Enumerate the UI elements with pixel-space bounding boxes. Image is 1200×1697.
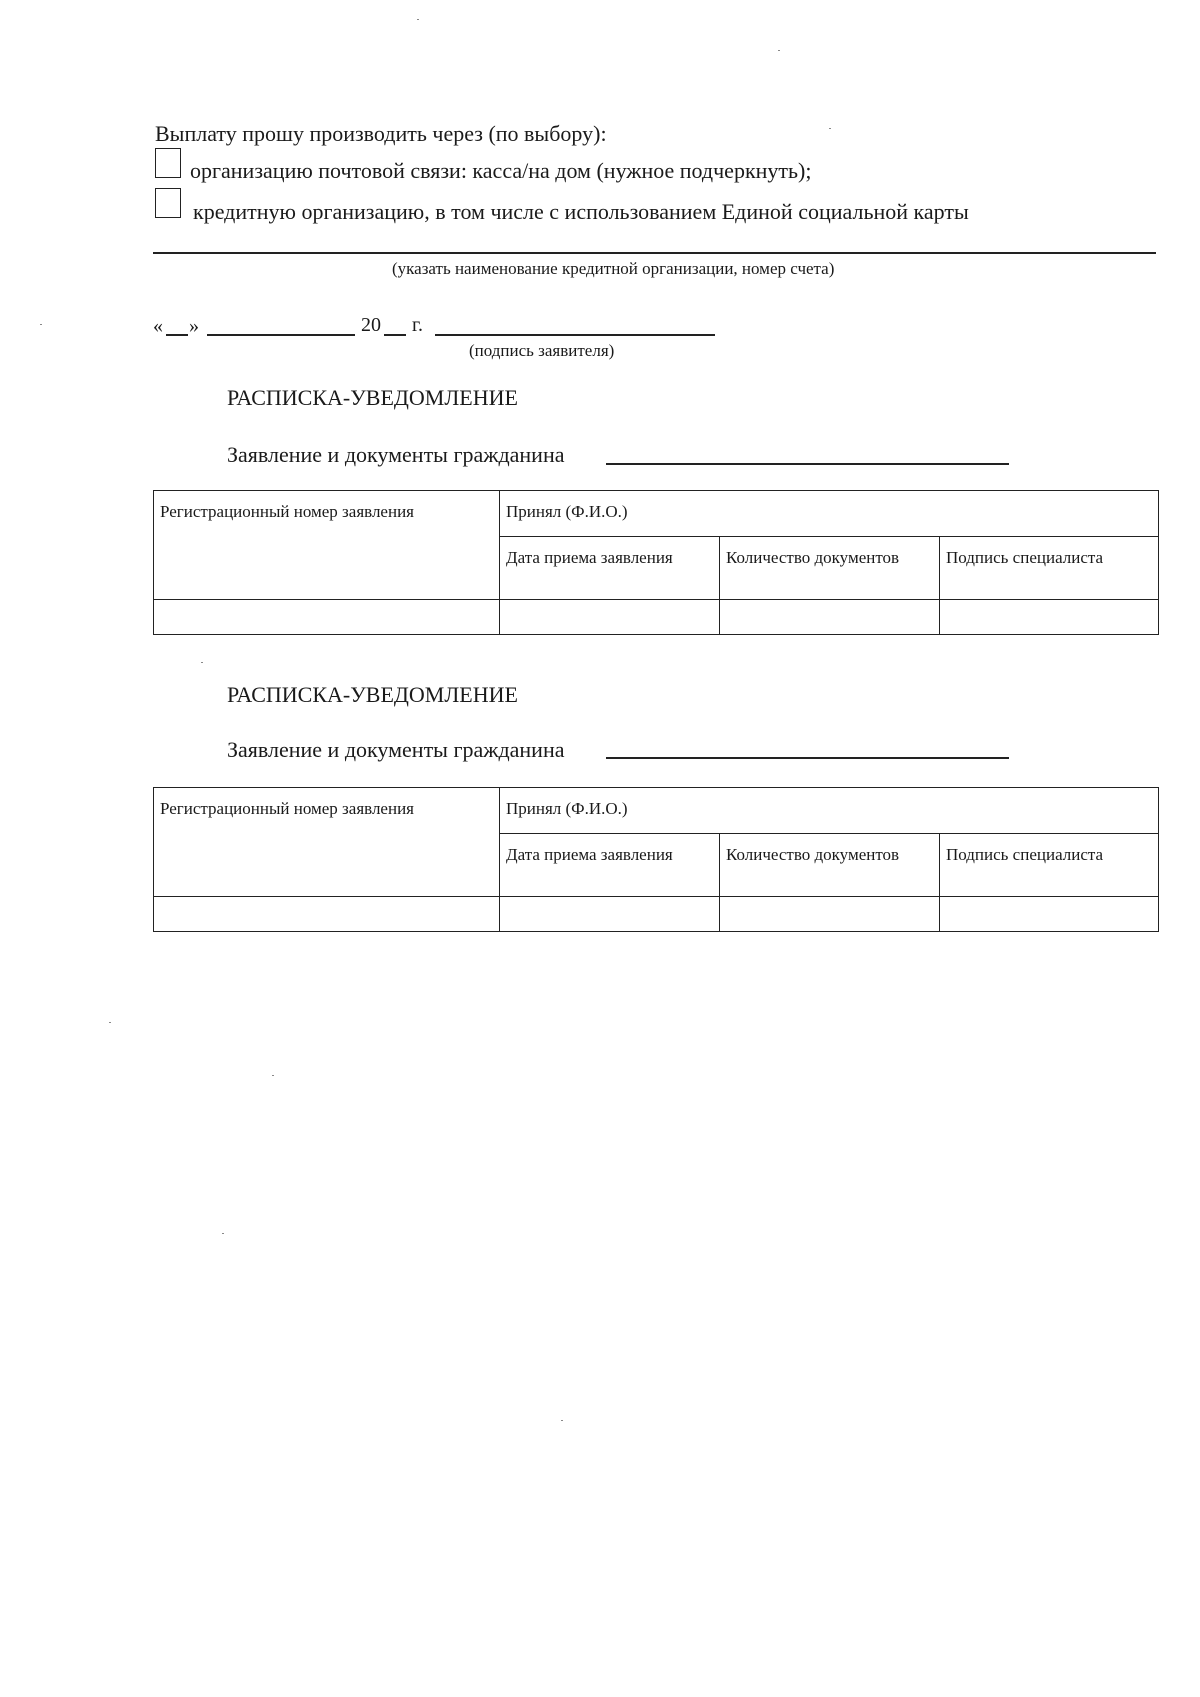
receipt-1-citizen-label: Заявление и документы гражданина xyxy=(227,442,565,467)
bank-option-label: кредитную организацию, в том числе с использованием Единой социальной карты xyxy=(193,199,969,224)
receipt-2-date-received-header: Дата приема заявления xyxy=(500,834,720,897)
receipt-1-citizen-name-field[interactable] xyxy=(606,463,1009,465)
date-day-field[interactable] xyxy=(166,334,188,336)
scan-speck xyxy=(222,1233,224,1234)
receipt-1-specialist-signature-cell[interactable] xyxy=(940,600,1159,635)
receipt-2-date-received-cell[interactable] xyxy=(500,897,720,932)
date-quote-open: « xyxy=(153,315,163,337)
receipt-1-reg-number-cell[interactable] xyxy=(154,600,500,635)
payment-heading: Выплату прошу производить через (по выбору): xyxy=(155,121,607,146)
date-month-field[interactable] xyxy=(207,334,355,336)
receipt-2-citizen-label: Заявление и документы гражданина xyxy=(227,737,565,762)
receipt-2-title: РАСПИСКА-УВЕДОМЛЕНИЕ xyxy=(227,682,518,707)
scan-speck xyxy=(109,1022,111,1023)
scan-speck xyxy=(778,50,780,51)
date-year-prefix: 20 xyxy=(361,314,381,336)
scan-speck xyxy=(417,19,419,20)
receipt-2-reg-number-cell[interactable] xyxy=(154,897,500,932)
scan-speck xyxy=(561,1420,563,1421)
post-office-option-label: организацию почтовой связи: касса/на дом (нужное подчеркнуть); xyxy=(190,158,812,183)
receipt-1-reg-number-header: Регистрационный номер заявления xyxy=(154,491,500,600)
receipt-2-doc-count-cell[interactable] xyxy=(720,897,940,932)
receipt-2-reg-number-header: Регистрационный номер заявления xyxy=(154,788,500,897)
date-year-suffix: г. xyxy=(412,314,423,336)
receipt-1-date-received-cell[interactable] xyxy=(500,600,720,635)
bank-checkbox[interactable] xyxy=(155,188,181,218)
date-quote-close: » xyxy=(189,315,199,337)
receipt-1-date-received-header: Дата приема заявления xyxy=(500,537,720,600)
date-year-field[interactable] xyxy=(384,334,406,336)
receipt-1-accepted-by-header: Принял (Ф.И.О.) xyxy=(500,491,1159,537)
receipt-2-accepted-by-header: Принял (Ф.И.О.) xyxy=(500,788,1159,834)
scan-speck xyxy=(829,128,831,129)
applicant-signature-hint: (подпись заявителя) xyxy=(469,341,615,360)
receipt-1-doc-count-cell[interactable] xyxy=(720,600,940,635)
bank-details-hint: (указать наименование кредитной организации, номер счета) xyxy=(392,259,835,278)
scan-speck xyxy=(201,662,203,663)
scan-speck xyxy=(40,324,42,325)
receipt-2-specialist-signature-cell[interactable] xyxy=(940,897,1159,932)
applicant-signature-field[interactable] xyxy=(435,334,715,336)
receipt-1-specialist-signature-header: Подпись специалиста xyxy=(940,537,1159,600)
receipt-2-doc-count-header: Количество документов xyxy=(720,834,940,897)
receipt-2-citizen-name-field[interactable] xyxy=(606,757,1009,759)
receipt-1-doc-count-header: Количество документов xyxy=(720,537,940,600)
post-office-checkbox[interactable] xyxy=(155,148,181,178)
scan-speck xyxy=(272,1075,274,1076)
receipt-2-specialist-signature-header: Подпись специалиста xyxy=(940,834,1159,897)
receipt-1-title: РАСПИСКА-УВЕДОМЛЕНИЕ xyxy=(227,385,518,410)
receipt-2-table xyxy=(153,787,1159,932)
bank-details-field[interactable] xyxy=(153,252,1156,254)
receipt-1-table xyxy=(153,490,1159,635)
